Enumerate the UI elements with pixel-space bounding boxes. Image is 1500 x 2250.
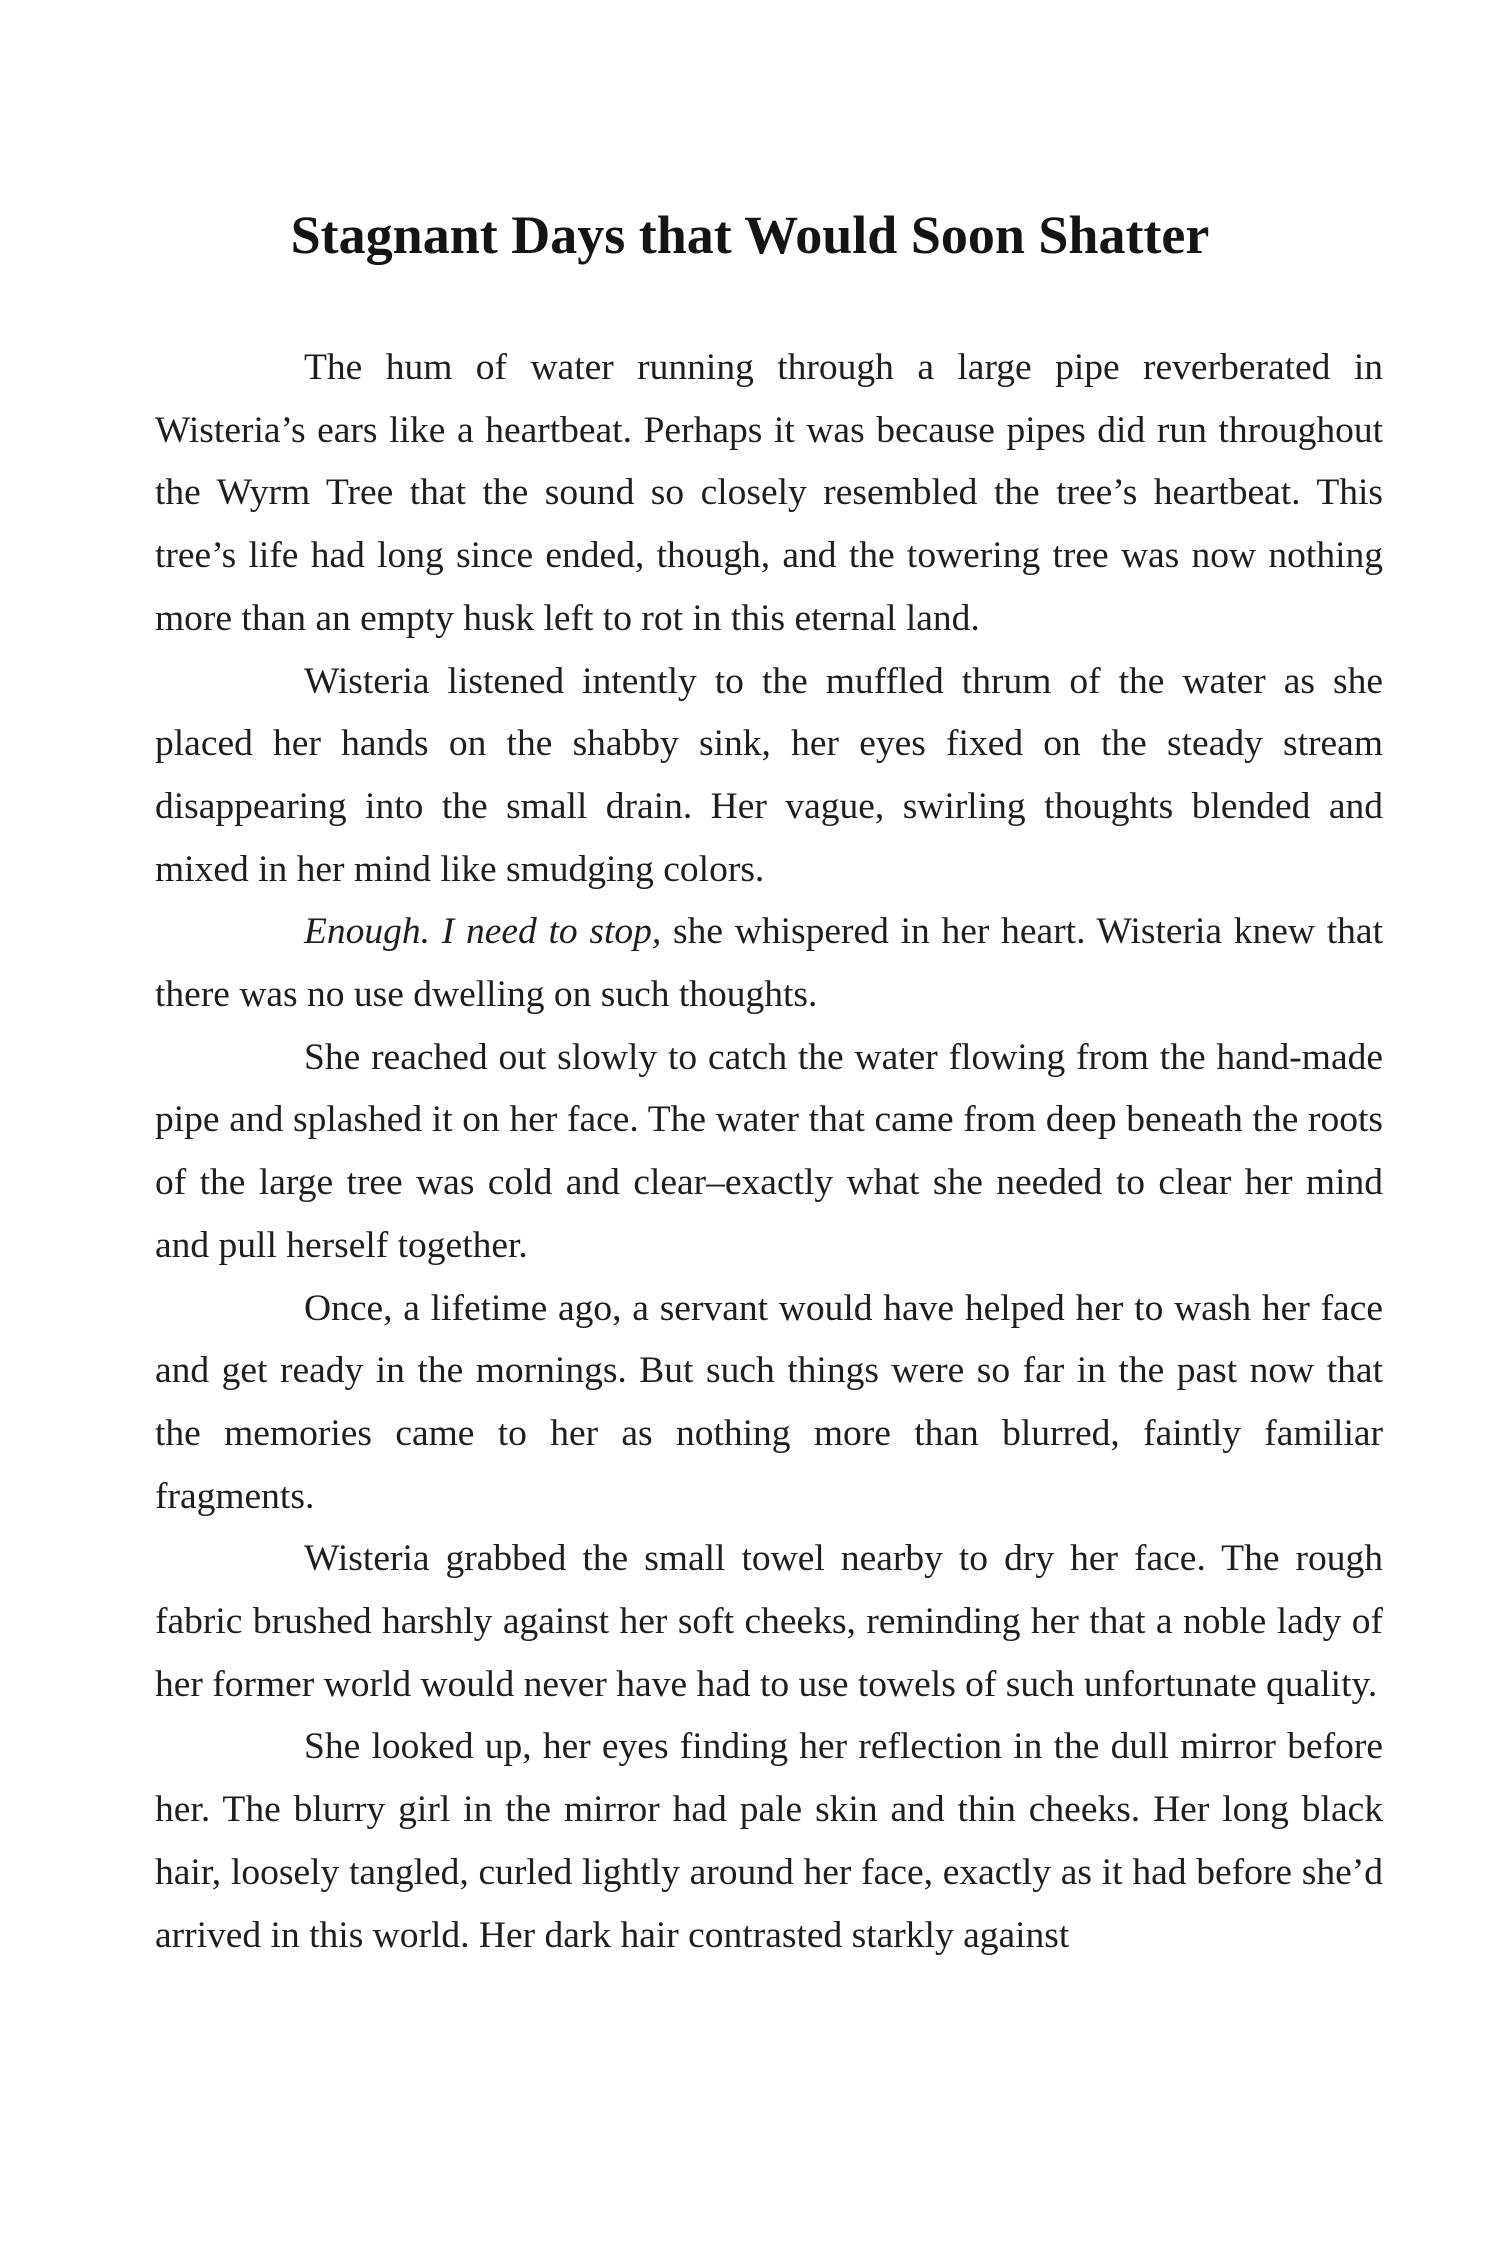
paragraph-text: Wisteria grabbed the small towel nearby to dry her face. The rough fabric brushed harshly against her soft cheeks, reminding her that a noble lady of her former world would never have had to use towels of such unfortunate quality. (155, 1538, 1383, 1705)
paragraph-7 (155, 1716, 1383, 1967)
paragraph-1 (155, 337, 1383, 651)
paragraph-3 (155, 901, 1383, 1026)
paragraph-text: she whispered in her heart. Wisteria knew that there was no use dwelling on such thoughts. (155, 911, 1383, 1016)
paragraph-5 (155, 1278, 1383, 1529)
paragraph-text: Wisteria listened intently to the muffled thrum of the water as she placed her hands on the shabby sink, her eyes fixed on the steady stream disappearing into the small drain. Her vague, swirling thoughts blended and mixed in her mind like smudging colors. (155, 660, 1383, 890)
paragraph-text: Once, a lifetime ago, a servant would have helped her to wash her face and get ready in the mornings. But such things were so far in the past now that the memories came to her as nothing more than blurred, faintly familiar fragments. (155, 1287, 1383, 1517)
chapter-title: Stagnant Days that Would Soon Shatter (290, 205, 1210, 265)
paragraph-6 (155, 1528, 1383, 1716)
body-text (155, 337, 1383, 1967)
paragraph-text: She looked up, her eyes finding her reflection in the dull mirror before her. The blurry girl in the mirror had pale skin and thin cheeks. Her long black hair, loosely tangled, curled lightly around her face, exactly as it had before she’d arrived in this world. Her dark hair contrasted starkly against (155, 1726, 1383, 1956)
paragraph-2 (155, 651, 1383, 902)
paragraph-text: She reached out slowly to catch the water flowing from the hand-made pipe and splashed it on her face. The water that came from deep beneath the roots of the large tree was cold and clear–exactly what she needed to clear her mind and pull herself together. (155, 1036, 1383, 1266)
paragraph-text: The hum of water running through a large pipe reverberated in Wisteria’s ears like a heartbeat. Perhaps it was because pipes did run throughout the Wyrm Tree that the sound so closely resembled the tree’s heartbeat. This tree’s life had long since ended, though, and the towering tree was now nothing more than an empty husk left to rot in this eternal land. (155, 347, 1383, 639)
italic-thought: Enough. I need to stop, (304, 911, 662, 953)
paragraph-4 (155, 1027, 1383, 1278)
